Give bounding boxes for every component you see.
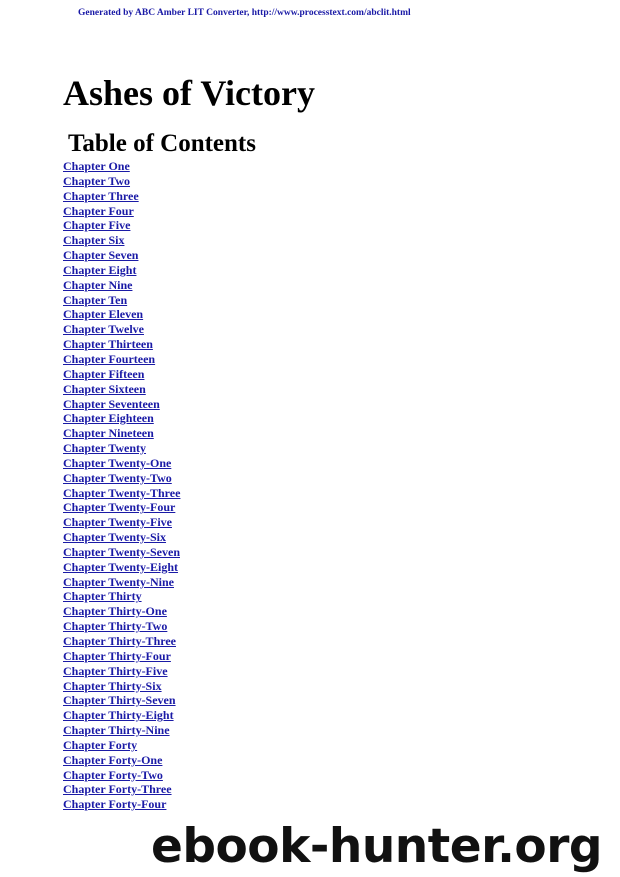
toc-item xyxy=(63,397,180,412)
toc-item xyxy=(63,664,180,679)
toc-item xyxy=(63,500,180,515)
chapter-link[interactable]: Chapter Sixteen xyxy=(63,381,146,396)
toc-item xyxy=(63,441,180,456)
toc-item xyxy=(63,589,180,604)
chapter-link[interactable]: Chapter One xyxy=(63,159,130,173)
toc-item xyxy=(63,352,180,367)
chapter-link[interactable]: Chapter Twenty-Five xyxy=(63,515,172,530)
chapter-link[interactable]: Chapter Forty-Three xyxy=(63,782,172,797)
toc-item xyxy=(63,515,180,530)
toc-item xyxy=(63,738,180,753)
chapter-link[interactable]: Chapter Twenty-Six xyxy=(63,530,167,545)
chapter-link[interactable]: Chapter Six xyxy=(63,233,125,248)
chapter-link[interactable]: Chapter Twenty-Four xyxy=(63,500,176,515)
chapter-link[interactable]: Chapter Thirty-Eight xyxy=(63,708,174,723)
toc-item xyxy=(63,426,180,441)
chapter-link[interactable]: Chapter Four xyxy=(63,203,134,218)
toc-item xyxy=(63,382,180,397)
toc-item xyxy=(63,708,180,723)
chapter-link[interactable]: Chapter Two xyxy=(63,173,131,188)
toc-item xyxy=(63,456,180,471)
chapter-link[interactable]: Chapter Eight xyxy=(63,262,137,277)
chapter-link[interactable]: Chapter Thirty-Four xyxy=(63,648,171,663)
toc-item xyxy=(63,486,180,501)
toc-item xyxy=(63,782,180,797)
chapter-link[interactable]: Chapter Twenty-One xyxy=(63,455,172,470)
toc-item xyxy=(63,263,180,278)
toc-item xyxy=(63,575,180,590)
watermark: ebook-hunter.org xyxy=(151,819,603,874)
chapter-link[interactable]: Chapter Three xyxy=(63,188,139,203)
chapter-link[interactable]: Chapter Thirty-Two xyxy=(63,619,168,634)
toc-item xyxy=(63,560,180,575)
chapter-link[interactable]: Chapter Seven xyxy=(63,248,139,263)
toc-item xyxy=(63,411,180,426)
chapter-link[interactable]: Chapter Ten xyxy=(63,292,128,307)
toc-item xyxy=(63,337,180,352)
chapter-link[interactable]: Chapter Fifteen xyxy=(63,366,145,381)
toc-item xyxy=(63,530,180,545)
chapter-link[interactable]: Chapter Thirty xyxy=(63,589,142,604)
chapter-link[interactable]: Chapter Nine xyxy=(63,277,133,292)
chapter-link[interactable]: Chapter Forty-Four xyxy=(63,797,167,812)
toc-item xyxy=(63,189,180,204)
toc-item xyxy=(63,307,180,322)
chapter-link[interactable]: Chapter Twenty-Three xyxy=(63,485,181,500)
toc-item xyxy=(63,233,180,248)
toc-item xyxy=(63,723,180,738)
chapter-link[interactable]: Chapter Forty xyxy=(63,737,138,752)
toc-item xyxy=(63,649,180,664)
chapter-link[interactable]: Chapter Nineteen xyxy=(63,426,154,441)
chapter-link[interactable]: Chapter Twelve xyxy=(63,322,144,337)
toc-item xyxy=(63,619,180,634)
book-title: Ashes of Victory xyxy=(63,73,315,113)
toc-item xyxy=(63,693,180,708)
toc-item xyxy=(63,753,180,768)
toc-item xyxy=(63,679,180,694)
chapter-link[interactable]: Chapter Thirty-One xyxy=(63,604,167,619)
toc-item xyxy=(63,322,180,337)
chapter-link[interactable]: Chapter Fourteen xyxy=(63,351,156,366)
toc-item xyxy=(63,768,180,783)
chapter-link[interactable]: Chapter Thirty-Three xyxy=(63,634,176,648)
chapter-link[interactable]: Chapter Thirty-Five xyxy=(63,663,168,678)
toc-item xyxy=(63,293,180,308)
toc-item xyxy=(63,545,180,560)
generator-note: Generated by ABC Amber LIT Converter, http://www.processtext.com/abclit.html xyxy=(78,8,411,18)
chapter-link[interactable]: Chapter Eleven xyxy=(63,307,144,322)
chapter-link[interactable]: Chapter Eighteen xyxy=(63,411,154,426)
toc-item xyxy=(63,174,180,189)
toc-item xyxy=(63,218,180,233)
chapter-link[interactable]: Chapter Thirty-Six xyxy=(63,678,162,693)
toc-item xyxy=(63,248,180,263)
toc-item xyxy=(63,634,180,649)
chapter-link[interactable]: Chapter Thirteen xyxy=(63,337,153,352)
chapter-link[interactable]: Chapter Thirty-Nine xyxy=(63,723,170,738)
chapter-link[interactable]: Chapter Twenty-Two xyxy=(63,470,172,485)
toc-item xyxy=(63,471,180,486)
chapter-link[interactable]: Chapter Thirty-Seven xyxy=(63,693,176,708)
table-of-contents xyxy=(63,159,180,812)
chapter-link[interactable]: Chapter Seventeen xyxy=(63,396,160,411)
toc-item xyxy=(63,159,180,174)
toc-heading: Table of Contents xyxy=(68,130,256,157)
chapter-link[interactable]: Chapter Forty-One xyxy=(63,752,163,767)
toc-item xyxy=(63,204,180,219)
chapter-link[interactable]: Chapter Twenty-Seven xyxy=(63,544,180,559)
chapter-link[interactable]: Chapter Twenty-Nine xyxy=(63,574,174,589)
toc-item xyxy=(63,604,180,619)
chapter-link[interactable]: Chapter Twenty-Eight xyxy=(63,559,179,574)
toc-item xyxy=(63,278,180,293)
chapter-link[interactable]: Chapter Five xyxy=(63,218,131,233)
chapter-link[interactable]: Chapter Forty-Two xyxy=(63,767,163,782)
chapter-link[interactable]: Chapter Twenty xyxy=(63,441,147,456)
toc-item xyxy=(63,797,180,812)
toc-item xyxy=(63,367,180,382)
